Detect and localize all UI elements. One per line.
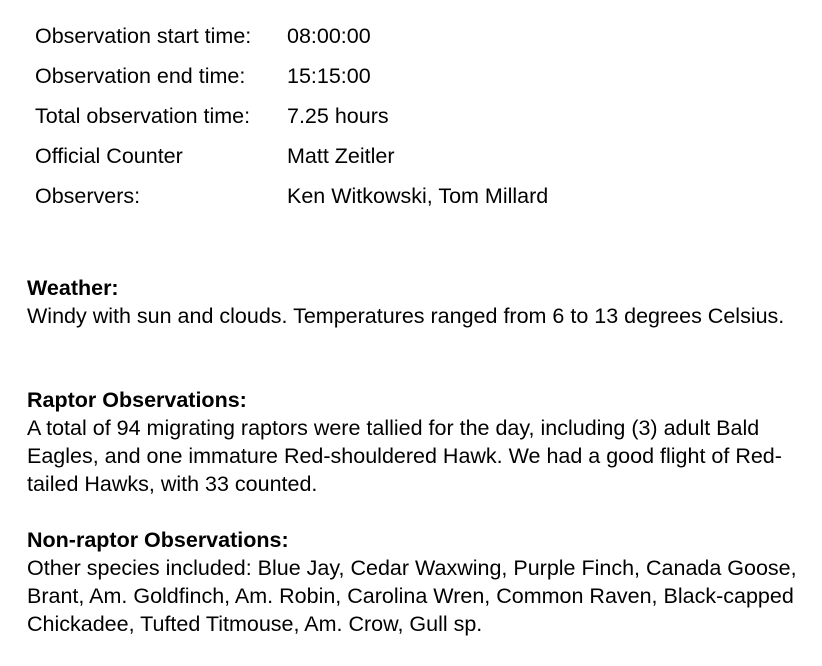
raptor-observations-heading: Raptor Observations: — [27, 388, 247, 412]
start-time-value: 08:00:00 — [287, 24, 371, 48]
non-raptor-observations-heading: Non-raptor Observations: — [27, 528, 289, 552]
summary-row-start-time — [28, 16, 555, 56]
non-raptor-observations-section — [27, 526, 817, 638]
weather-heading: Weather: — [27, 276, 119, 300]
observers-value: Ken Witkowski, Tom Millard — [287, 184, 549, 208]
raptor-observations-section — [27, 386, 817, 498]
weather-section — [27, 274, 817, 330]
summary-row-total-time — [28, 96, 555, 136]
weather-text: Windy with sun and clouds. Temperatures ranged from 6 to 13 degrees Celsius. — [27, 304, 785, 328]
end-time-value: 15:15:00 — [287, 64, 371, 88]
official-counter-value: Matt Zeitler — [287, 144, 395, 168]
raptor-observations-text: A total of 94 migrating raptors were tallied for the day, including (3) adult Bald Eagles, and one immature Red-shouldered Hawk. We had a good flight of Red-tailed Hawks, with 33 counted. — [27, 416, 782, 496]
start-time-label: Observation start time: — [35, 24, 252, 48]
total-time-label: Total observation time: — [35, 104, 251, 128]
total-time-value: 7.25 hours — [287, 104, 389, 128]
summary-row-end-time — [28, 56, 555, 96]
official-counter-label: Official Counter — [35, 144, 183, 168]
non-raptor-observations-text: Other species included: Blue Jay, Cedar Waxwing, Purple Finch, Canada Goose, Brant, Am. Goldfinch, Am. Robin, Carolina Wren, Common Raven, Black-capped Chickadee, Tufted Titmouse, Am. Crow, Gull sp. — [27, 556, 797, 636]
observation-summary-table — [28, 16, 555, 216]
observers-label: Observers: — [35, 184, 141, 208]
summary-row-observers — [28, 176, 555, 216]
summary-row-official-counter — [28, 136, 555, 176]
end-time-label: Observation end time: — [35, 64, 246, 88]
